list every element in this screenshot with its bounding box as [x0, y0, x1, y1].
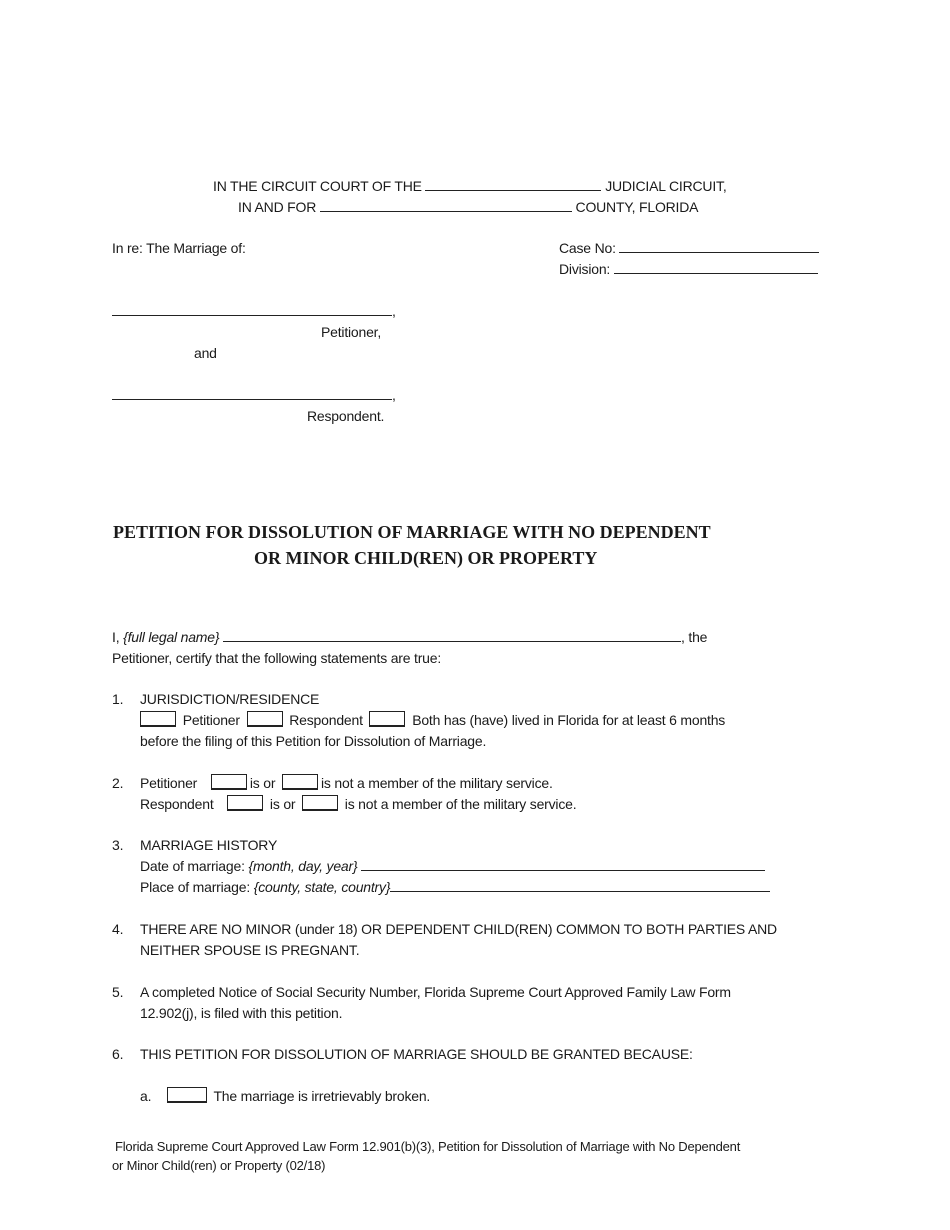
- item-2-respondent: [140, 795, 576, 813]
- respondent-name-field[interactable]: [112, 386, 392, 400]
- intro-line2: Petitioner, certify that the following statements are true:: [112, 650, 442, 666]
- option-label: is or: [249, 775, 276, 791]
- item-1-line2: before the filing of this Petition for Dissolution of Marriage.: [140, 733, 487, 749]
- both-residence-checkbox[interactable]: [369, 711, 405, 727]
- party-label: Petitioner: [140, 775, 198, 791]
- option-label: Both has (have) lived in Florida for at least 6 months: [412, 712, 726, 728]
- item-heading: MARRIAGE HISTORY: [140, 837, 278, 853]
- respondent-residence-checkbox[interactable]: [247, 711, 283, 727]
- judicial-circuit-field[interactable]: [425, 177, 601, 191]
- court-header-line1: [213, 177, 727, 195]
- item-text: THERE ARE NO MINOR (under 18) OR DEPENDENT CHILD(REN) COMMON TO BOTH PARTIES AND: [140, 921, 777, 937]
- option-label: is not a member of the military service.: [321, 775, 553, 791]
- place-of-marriage-field[interactable]: [390, 878, 770, 892]
- item-number: 2.: [112, 775, 124, 791]
- division-field[interactable]: [614, 260, 818, 274]
- field-hint: {month, day, year}: [248, 858, 358, 874]
- petitioner-name-row: ,: [112, 302, 396, 320]
- item-4-line1: [112, 920, 777, 938]
- petitioner-military-no-checkbox[interactable]: [282, 774, 318, 790]
- header-text: COUNTY, FLORIDA: [575, 199, 699, 215]
- sub-item-label: a.: [140, 1088, 152, 1104]
- footer-line1: Florida Supreme Court Approved Law Form 12.901(b)(3), Petition for Dissolution of Marriage with No Dependent: [115, 1139, 741, 1154]
- petitioner-residence-checkbox[interactable]: [140, 711, 176, 727]
- item-number: 5.: [112, 984, 124, 1000]
- full-legal-name-field[interactable]: [223, 628, 681, 642]
- option-label: Respondent: [289, 712, 363, 728]
- division-row: [559, 260, 818, 278]
- item-text: THIS PETITION FOR DISSOLUTION OF MARRIAGE SHOULD BE GRANTED BECAUSE:: [140, 1046, 693, 1062]
- date-of-marriage-row: [140, 857, 765, 875]
- item-6a: [140, 1087, 430, 1105]
- intro-text: , the: [681, 629, 708, 645]
- option-label: is not a member of the military service.: [344, 796, 577, 812]
- header-text: JUDICIAL CIRCUIT,: [605, 178, 727, 194]
- item-number: 3.: [112, 837, 124, 853]
- party-label: Respondent: [140, 796, 214, 812]
- page-title-line1: PETITION FOR DISSOLUTION OF MARRIAGE WITH NO DEPENDENT: [113, 522, 711, 542]
- case-no-field[interactable]: [619, 239, 819, 253]
- item-5-line2: 12.902(j), is filed with this petition.: [140, 1005, 343, 1021]
- option-label: Petitioner: [182, 712, 240, 728]
- footer-line2: or Minor Child(ren) or Property (02/18): [112, 1158, 326, 1173]
- item-number: 4.: [112, 921, 124, 937]
- division-label: Division:: [559, 261, 611, 277]
- item-4-line2: NEITHER SPOUSE IS PREGNANT.: [140, 942, 360, 958]
- respondent-military-yes-checkbox[interactable]: [227, 795, 263, 811]
- page-title-line2: OR MINOR CHILD(REN) OR PROPERTY: [254, 548, 598, 568]
- item-3-heading: [112, 836, 277, 854]
- intro-text: I,: [112, 629, 120, 645]
- item-text: A completed Notice of Social Security Number, Florida Supreme Court Approved Family Law Form: [140, 984, 731, 1000]
- case-no-row: [559, 239, 819, 257]
- case-no-label: Case No:: [559, 240, 616, 256]
- header-text: IN AND FOR: [238, 199, 317, 215]
- date-of-marriage-field[interactable]: [361, 857, 765, 871]
- place-of-marriage-row: [140, 878, 770, 896]
- field-label: Date of marriage:: [140, 858, 245, 874]
- petitioner-name-field[interactable]: [112, 302, 392, 316]
- item-number: 6.: [112, 1046, 124, 1062]
- sub-item-text: The marriage is irretrievably broken.: [213, 1088, 431, 1104]
- irretrievably-broken-checkbox[interactable]: [167, 1087, 207, 1103]
- and-label: and: [194, 345, 217, 361]
- item-heading: JURISDICTION/RESIDENCE: [140, 691, 320, 707]
- item-number: 1.: [112, 691, 124, 707]
- field-hint: {county, state, country}: [253, 879, 391, 895]
- court-header-line2: [238, 198, 698, 216]
- full-name-hint: {full legal name}: [123, 629, 220, 645]
- respondent-label: Respondent.: [307, 408, 385, 424]
- petitioner-military-yes-checkbox[interactable]: [211, 774, 247, 790]
- header-text: IN THE CIRCUIT COURT OF THE: [213, 178, 422, 194]
- respondent-name-row: ,: [112, 386, 396, 404]
- option-label: is or: [269, 796, 296, 812]
- respondent-military-no-checkbox[interactable]: [302, 795, 338, 811]
- item-6-line1: [112, 1045, 693, 1063]
- item-1-options: [137, 711, 725, 729]
- item-2-petitioner: [112, 774, 553, 792]
- county-field[interactable]: [320, 198, 572, 212]
- item-1-heading: [112, 690, 319, 708]
- intro-line1: [112, 628, 707, 646]
- field-label: Place of marriage:: [140, 879, 251, 895]
- in-re-label: In re: The Marriage of:: [112, 240, 246, 256]
- item-5-line1: [112, 983, 731, 1001]
- petitioner-label: Petitioner,: [321, 324, 382, 340]
